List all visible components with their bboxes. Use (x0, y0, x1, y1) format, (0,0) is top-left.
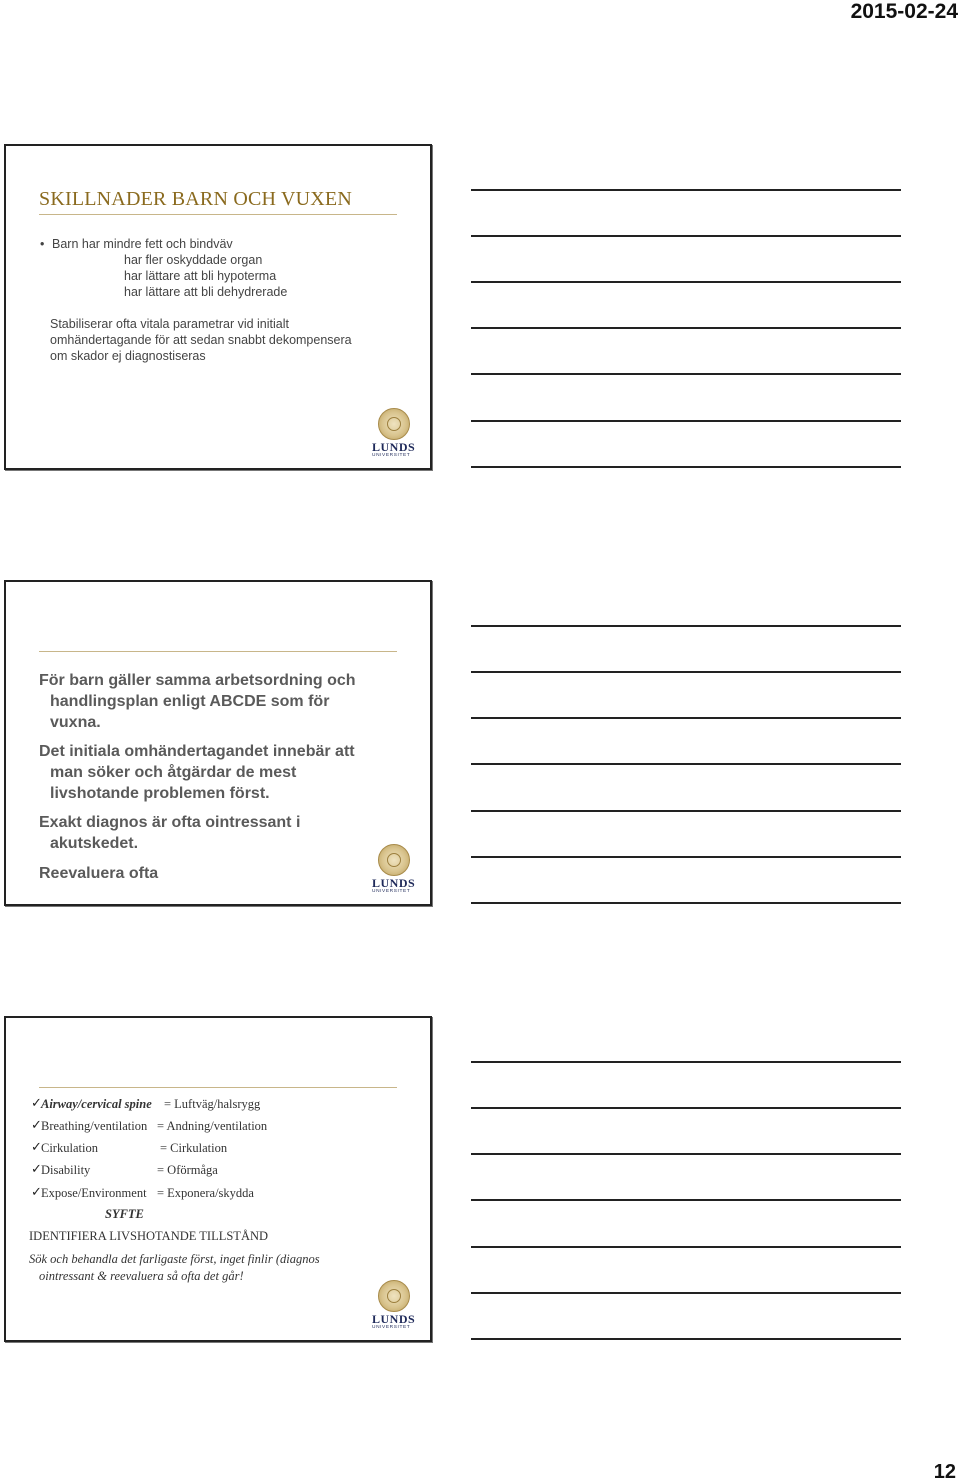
body-line: man söker och åtgärdar de mest (50, 764, 297, 781)
lund-university-logo (372, 1280, 416, 1332)
note-line (471, 763, 901, 765)
university-seal-icon (378, 1280, 410, 1312)
note-line (471, 235, 901, 237)
abcde-translation: = Exponera/skydda (157, 1186, 254, 1200)
logo-subtitle: UNIVERSITET (372, 453, 411, 458)
logo-name: LUNDS (372, 440, 416, 454)
slide-3 (4, 1016, 432, 1342)
note-line (471, 281, 901, 283)
note-line (471, 327, 901, 329)
identify-line: IDENTIFIERA LIVSHOTANDE TILLSTÅND (29, 1229, 269, 1243)
title-divider (39, 214, 397, 215)
paragraph-line: Stabiliserar ofta vitala parametrar vid initialt (50, 317, 289, 331)
note-line (471, 373, 901, 375)
title-divider (39, 651, 397, 652)
title-divider (39, 1087, 397, 1088)
bullet-text: Barn har mindre fett och bindväv (52, 237, 233, 251)
bullet-marker: • (40, 237, 45, 251)
note-line (471, 1199, 901, 1201)
note-line (471, 902, 901, 904)
abcde-translation: = Luftväg/halsrygg (164, 1097, 261, 1111)
note-line (471, 1292, 901, 1294)
check-icon: ✓ (31, 1184, 42, 1199)
note-line (471, 671, 901, 673)
lund-university-logo (372, 408, 416, 460)
university-seal-icon (378, 844, 410, 876)
document-date: 2015-02-24 (850, 0, 958, 23)
bullet-sub-line: har lättare att bli hypoterma (124, 269, 277, 283)
abcde-term: Breathing/ventilation (41, 1119, 148, 1133)
page-number: 12 (933, 1461, 956, 1483)
body-line: Reevaluera ofta (39, 865, 159, 882)
body-line: vuxna. (50, 714, 101, 731)
abcde-translation: = Cirkulation (160, 1141, 228, 1155)
body-line: handlingsplan enligt ABCDE som för (50, 693, 330, 710)
slide-2 (4, 580, 432, 906)
note-line (471, 466, 901, 468)
logo-name: LUNDS (372, 1312, 416, 1326)
body-line: akutskedet. (50, 835, 139, 852)
body-line: livshotande problemen först. (50, 785, 270, 802)
abcde-term: Disability (41, 1163, 91, 1177)
abcde-term: Cirkulation (41, 1141, 98, 1155)
note-line (471, 717, 901, 719)
abcde-term: Expose/Environment (41, 1186, 147, 1200)
note-line (471, 1107, 901, 1109)
paragraph-line: omhändertagande för att sedan snabbt dekompensera (50, 333, 352, 347)
abcde-translation: = Andning/ventilation (157, 1119, 268, 1133)
university-seal-icon (378, 408, 410, 440)
note-line (471, 1153, 901, 1155)
note-line (471, 625, 901, 627)
note-line (471, 810, 901, 812)
lund-university-logo (372, 844, 416, 896)
note-line (471, 1246, 901, 1248)
check-icon: ✓ (31, 1161, 42, 1176)
bullet-sub-line: har lättare att bli dehydrerade (124, 285, 288, 299)
logo-subtitle: UNIVERSITET (372, 1325, 411, 1330)
syfte-heading: SYFTE (105, 1207, 144, 1221)
note-line (471, 1061, 901, 1063)
slide-1 (4, 144, 432, 470)
note-line (471, 189, 901, 191)
check-icon: ✓ (31, 1095, 42, 1110)
body-line: Exakt diagnos är ofta ointressant i (39, 814, 301, 831)
paragraph-line: om skador ej diagnostiseras (50, 349, 206, 363)
abcde-translation: = Oförmåga (157, 1163, 218, 1177)
bullet-sub-line: har fler oskyddade organ (124, 253, 263, 267)
check-icon: ✓ (31, 1117, 42, 1132)
slide-title: SKILLNADER BARN OCH VUXEN (39, 188, 352, 210)
closing-line: Sök och behandla det farligaste först, inget finlir (diagnos (29, 1252, 320, 1266)
logo-name: LUNDS (372, 876, 416, 890)
check-icon: ✓ (31, 1139, 42, 1154)
note-line (471, 420, 901, 422)
body-line: Det initiala omhändertagandet innebär att (39, 743, 355, 760)
abcde-term: Airway/cervical spine (41, 1097, 152, 1111)
note-line (471, 1338, 901, 1340)
body-line: För barn gäller samma arbetsordning och (39, 672, 356, 689)
closing-line: ointressant & reevaluera så ofta det går! (39, 1269, 244, 1283)
logo-subtitle: UNIVERSITET (372, 889, 411, 894)
note-line (471, 856, 901, 858)
